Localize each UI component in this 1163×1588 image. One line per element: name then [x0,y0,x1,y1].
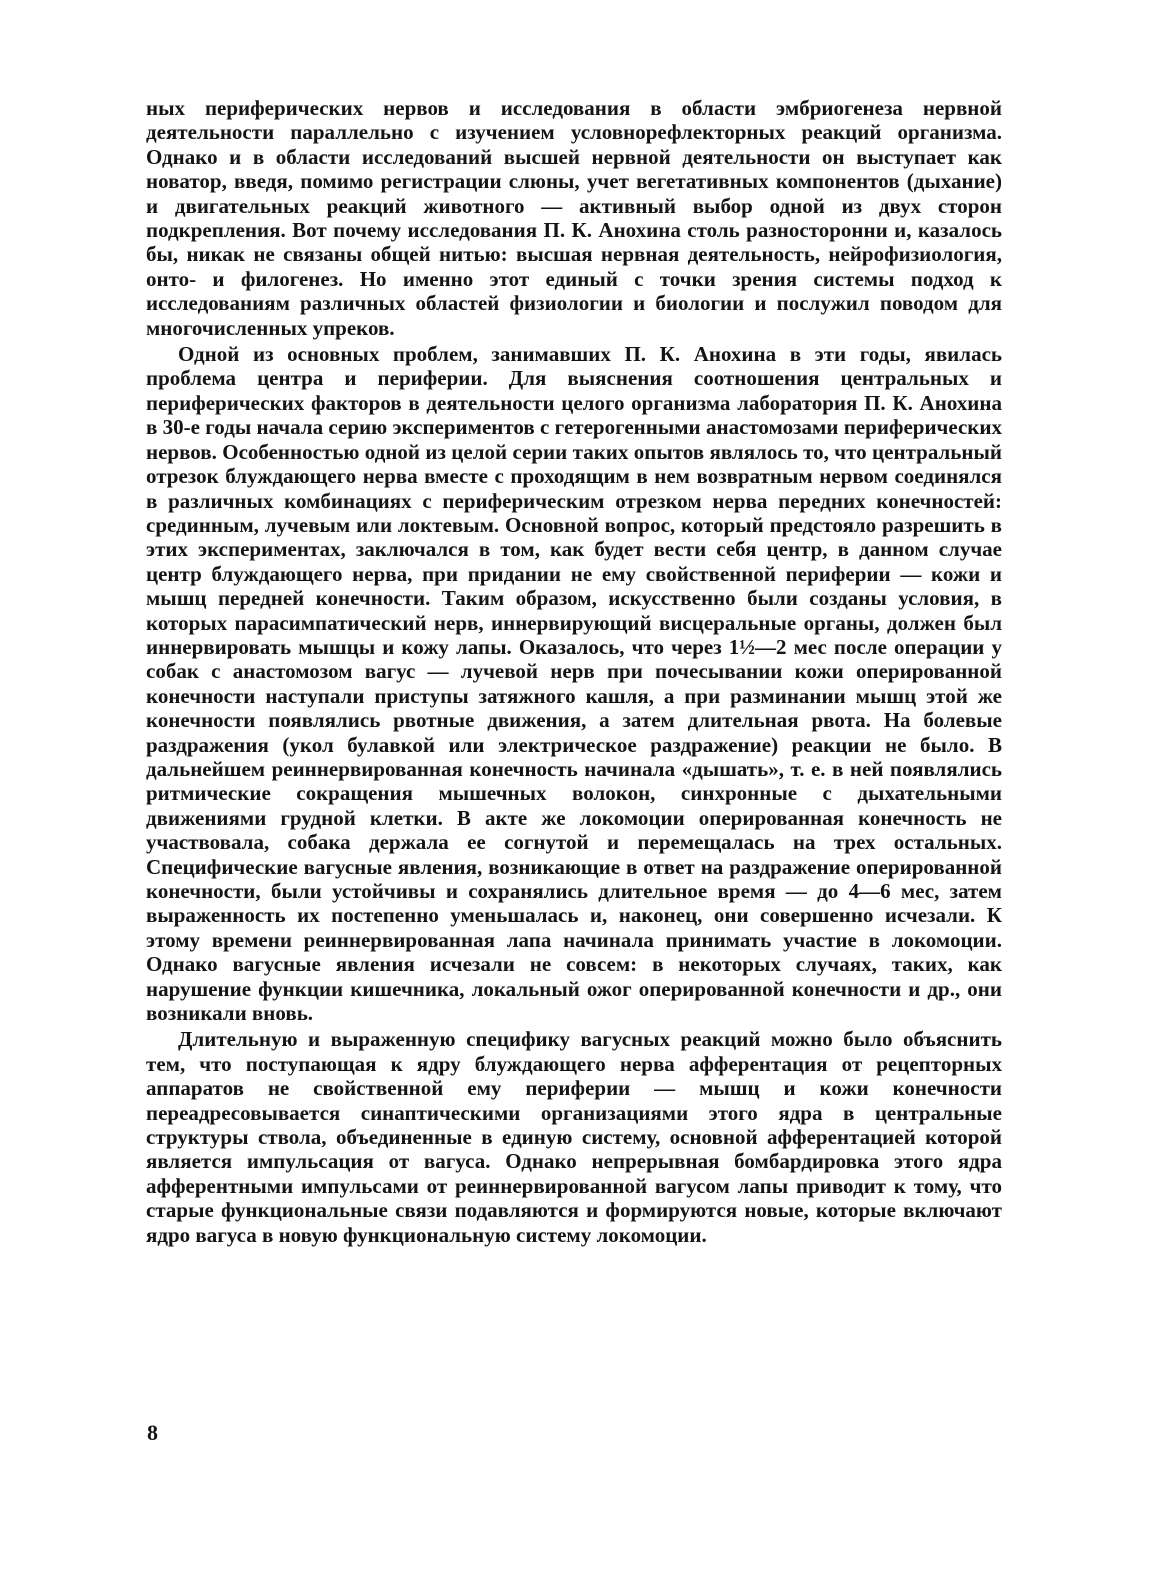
paragraph-continuation: ных периферических нервов и исследования в области эмбриогенеза нервной деятельности параллельно с изучением условнорефлекторных реакций организма. Однако и в области исследований высшей нервной деятельности он выступает как новатор, введя, помимо регистрации слюны, учет вегетативных компонентов (дыхание) и двигательных реакций животного — активный выбор одной из двух сторон подкрепления. Вот почему исследования П. К. Анохина столь разносторонни и, казалось бы, никак не связаны общей нитью: высшая нервная деятельность, нейрофизиология, онто- и филогенез. Но именно этот единый с точки зрения системы подход к исследованиям различных областей физиологии и биологии и послужил поводом для многочисленных упреков. [146,96,1002,340]
page-number: 8 [147,1420,158,1445]
paragraph-vagus-reactions: Длительную и выраженную специфику вагусных реакций можно было объяснить тем, что поступающая к ядру блуждающего нерва афферентация от рецепторных аппаратов не свойственной ему периферии — мышц и кожи конечности переадресовывается синаптическими организациями этого ядра в центральные структуры ствола, объединенные в единую систему, основной афферентацией которой является импульсация от вагуса. Однако непрерывная бомбардировка этого ядра афферентными импульсами от реиннервированной вагусом лапы приводит к тому, что старые функциональные связи подавляются и формируются новые, которые включают ядро вагуса в новую функциональную систему локомоции. [146,1027,1002,1247]
body-text [146,96,1002,1247]
paragraph-center-periphery: Одной из основных проблем, занимавших П. К. Анохина в эти годы, явилась проблема центра и периферии. Для выяснения соотношения центральных и периферических факторов в деятельности целого организма лаборатория П. К. Анохина в 30-е годы начала серию экспериментов с гетерогенными анастомозами периферических нервов. Особенностью одной из целой серии таких опытов являлось то, что центральный отрезок блуждающего нерва вместе с проходящим в нем возвратным нервом соединялся в различных комбинациях с периферическим отрезком нерва передних конечностей: срединным, лучевым или локтевым. Основной вопрос, который предстояло разрешить в этих экспериментах, заключался в том, как будет вести себя центр, в данном случае центр блуждающего нерва, при придании не ему свойственной периферии — кожи и мышц передней конечности. Таким образом, искусственно были созданы условия, в которых парасимпатический нерв, иннервирующий висцеральные органы, должен был иннервировать мышцы и кожу лапы. Оказалось, что через 1½—2 мес после операции у собак с анастомозом вагус — лучевой нерв при почесывании кожи оперированной конечности наступали приступы затяжного кашля, а при разминании мышц этой же конечности появлялись рвотные движения, а затем длительная рвота. На болевые раздражения (укол булавкой или электрическое раздражение) реакции не было. В дальнейшем реиннервированная конечность начинала «дышать», т. е. в ней появлялись ритмические сокращения мышечных волокон, синхронные с дыхательными движениями грудной клетки. В акте же локомоции оперированная конечность не участвовала, собака держала ее согнутой и перемещалась на трех остальных. Специфические вагусные явления, возникающие в ответ на раздражение оперированной конечности, были устойчивы и сохранялись длительное время — до 4—6 мес, затем выраженность их постепенно уменьшалась и, наконец, они совершенно исчезали. К этому времени реиннервированная лапа начинала принимать участие в локомоции. Однако вагусные явления исчезали не совсем: в некоторых случаях, таких, как нарушение функции кишечника, локальный ожог оперированной конечности и др., они возникали вновь. [146,342,1002,1026]
